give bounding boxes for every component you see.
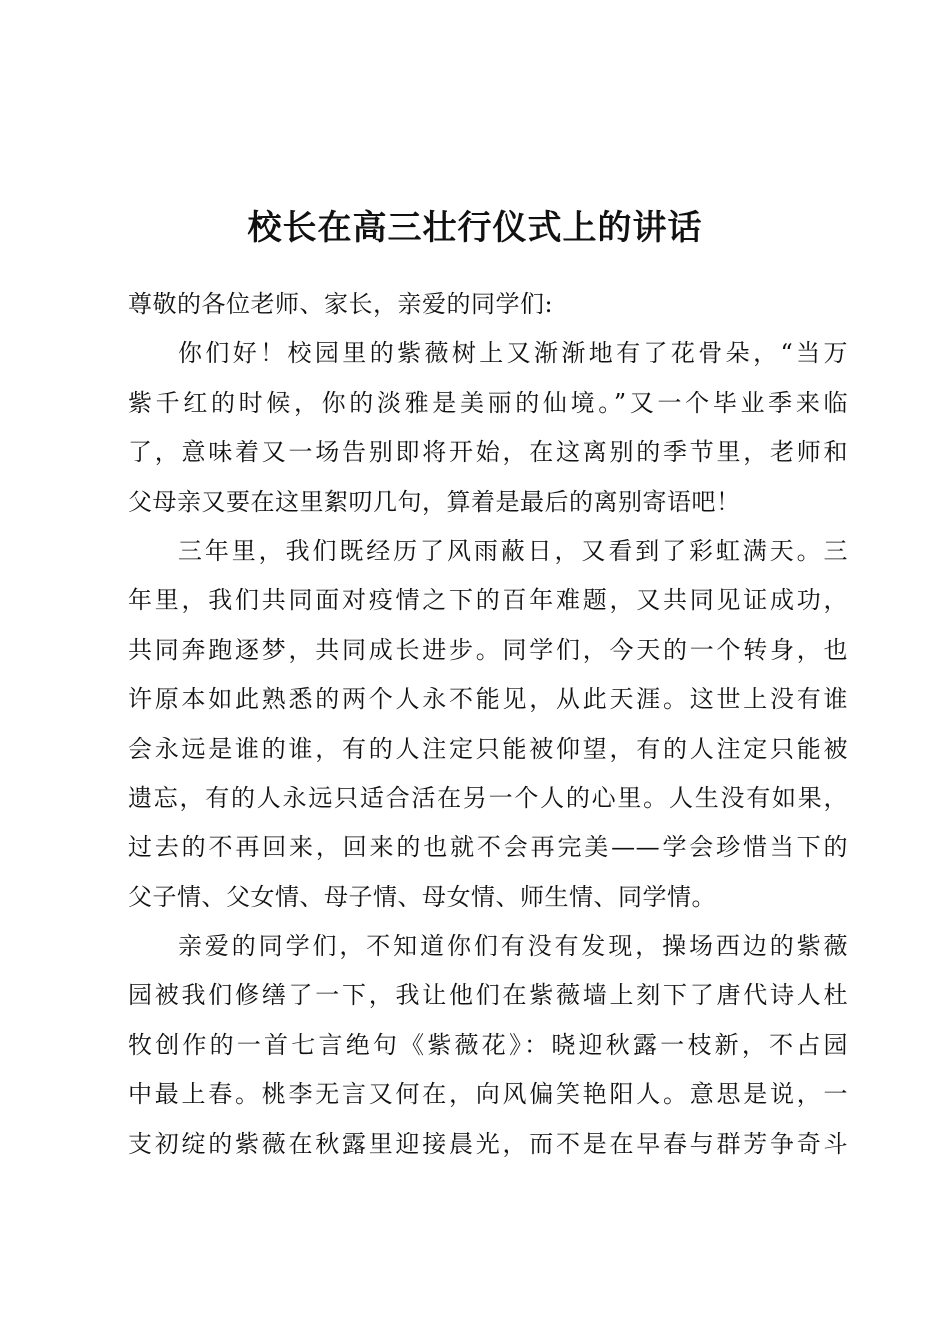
paragraph-3-line-5: 支初绽的紫薇在秋露里迎接晨光，而不是在早春与群芳争奇斗 [128,1129,848,1158]
paragraph-2-line-6: 遗忘，有的人永远只适合活在另一个人的心里。人生没有如果， [128,783,848,812]
paragraph-2-line-3: 共同奔跑逐梦，共同成长进步。同学们，今天的一个转身，也 [128,635,848,664]
paragraph-1-line-1: 你们好！校园里的紫薇树上又渐渐地有了花骨朵，“当万 [178,339,848,368]
paragraph-3-line-1: 亲爱的同学们，不知道你们有没有发现，操场西边的紫薇 [178,932,848,961]
paragraph-2-line-4: 许原本如此熟悉的两个人永不能见，从此天涯。这世上没有谁 [128,685,848,714]
paragraph-2-line-8: 父子情、父女情、母子情、母女情、师生情、同学情。 [128,882,716,911]
paragraph-2-line-7: 过去的不再回来，回来的也就不会再完美——学会珍惜当下的 [128,833,848,862]
document-title: 校长在高三壮行仪式上的讲话 [247,208,703,248]
document-body [128,280,848,1169]
paragraph-1-line-3: 了，意味着又一场告别即将开始，在这离别的季节里，老师和 [128,438,848,467]
paragraph-3-line-3: 牧创作的一首七言绝句《紫薇花》：晓迎秋露一枝新，不占园 [128,1030,848,1059]
salutation-line: 尊敬的各位老师、家长，亲爱的同学们: [128,290,554,318]
paragraph-3-line-4: 中最上春。桃李无言又何在，向风偏笑艳阳人。意思是说，一 [128,1080,848,1109]
paragraph-1-line-4: 父母亲又要在这里絮叨几句，算着是最后的离别寄语吧！ [128,487,741,516]
paragraph-2-line-2: 年里，我们共同面对疫情之下的百年难题，又共同见证成功， [128,586,848,615]
paragraph-3-line-2: 园被我们修缮了一下，我让他们在紫薇墙上刻下了唐代诗人杜 [128,981,848,1010]
paragraph-1-line-2: 紫千红的时候，你的淡雅是美丽的仙境。”又一个毕业季来临 [128,388,848,417]
paragraph-2-line-1: 三年里，我们既经历了风雨蔽日，又看到了彩虹满天。三 [178,536,848,565]
paragraph-2-line-5: 会永远是谁的谁，有的人注定只能被仰望，有的人注定只能被 [128,734,848,763]
